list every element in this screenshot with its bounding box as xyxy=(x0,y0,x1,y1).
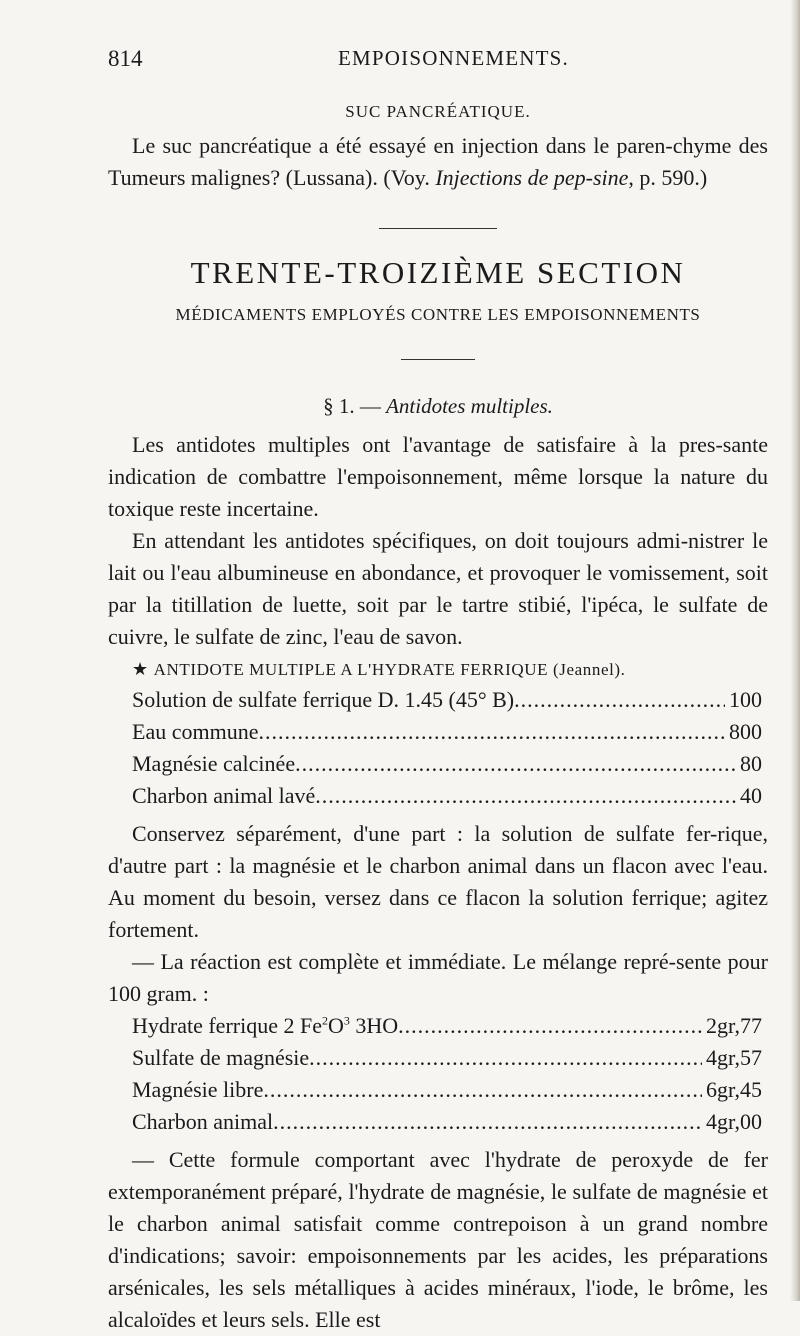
ingredient-row xyxy=(132,748,762,780)
composition-name: Magnésie libre xyxy=(132,1077,264,1102)
ingredient-quantity: 40 xyxy=(740,783,762,808)
formula-name: ANTIDOTE MULTIPLE A L'HYDRATE FERRIQUE xyxy=(153,660,549,679)
ingredient-list xyxy=(132,684,762,812)
section-subtitle: MÉDICAMENTS EMPLOYÉS CONTRE LES EMPOISONNEMENTS xyxy=(175,305,701,324)
running-title: EMPOISONNEMENTS. xyxy=(338,46,569,70)
conclusion-paragraph: — Cette formule comportant avec l'hydrate de peroxyde de fer extemporanément préparé, l'hydrate de magnésie, le sulfate de magnésie et le charbon animal satisfait comme contrepoison à un grand nombre d'indications; savoir: empoisonnements par les acides, les préparations arsénicales, les sels métalliques à acides minéraux, l'iode, le brôme, les alcaloïdes et leurs sels. Elle est xyxy=(108,1147,768,1332)
superscript: 3 xyxy=(343,1013,350,1028)
formula-author: (Jeannel). xyxy=(552,660,626,679)
leader-dots xyxy=(309,1042,702,1074)
leader-dots xyxy=(258,716,725,748)
ingredient-name: Charbon animal lavé xyxy=(132,783,316,808)
book-page xyxy=(108,46,768,1336)
suc-text-1: Le suc pancréatique a été essayé en injection dans le paren-chyme des Tumeurs malignes? (Lussana). (Voy. xyxy=(108,133,768,190)
ingredient-row xyxy=(132,780,762,812)
leader-dots xyxy=(295,748,736,780)
formula-title xyxy=(132,659,768,680)
paragraph-number: § 1. — xyxy=(323,394,387,418)
intro-paragraph: En attendant les antidotes spécifiques, on doit toujours admi-nistrer le lait ou l'eau albumineuse en abondance, et provoquer le vomissement, soit par la titillation de luette, soit par le tartre stibié, l'ipéca, le sulfate de cuivre, le sulfate de zinc, l'eau de savon. xyxy=(108,528,768,649)
formula-part: Hydrate ferrique 2 Fe xyxy=(132,1013,322,1038)
scan-edge-shadow xyxy=(790,0,800,1301)
leader-dots xyxy=(273,1106,702,1138)
ingredient-quantity: 800 xyxy=(729,719,762,744)
ingredient-name: Solution de sulfate ferrique D. 1.45 (45° B) xyxy=(132,687,515,712)
superscript: 2 xyxy=(321,1013,328,1028)
ingredient-row xyxy=(132,716,762,748)
intro-paragraph: Les antidotes multiples ont l'avantage de satisfaire à la pres-sante indication de combattre l'empoisonnement, même lorsque la nature du toxique reste incertaine. xyxy=(108,432,768,521)
leader-dots xyxy=(514,684,725,716)
composition-row xyxy=(132,1106,762,1138)
paragraph-title: Antidotes multiples. xyxy=(386,394,553,418)
reaction-paragraph: — La réaction est complète et immédiate. Le mélange repré-sente pour 100 gram. : xyxy=(108,949,768,1006)
formula-part: 3HO xyxy=(349,1013,399,1038)
composition-row xyxy=(132,1042,762,1074)
page-number: 814 xyxy=(108,46,143,71)
section-title: TRENTE-TROIZIÈME SECTION xyxy=(190,255,686,290)
composition-name xyxy=(132,1010,398,1042)
composition-name: Sulfate de magnésie xyxy=(132,1045,310,1070)
suc-text-2: , p. 590.) xyxy=(628,165,708,190)
composition-quantity: 2gr,77 xyxy=(706,1013,762,1038)
ingredient-quantity: 100 xyxy=(729,687,762,712)
composition-quantity: 6gr,45 xyxy=(706,1077,762,1102)
paragraph-heading xyxy=(108,394,768,419)
suc-cross-reference: Injections de pep-sine xyxy=(435,165,629,190)
divider-rule-short xyxy=(401,359,475,360)
composition-quantity: 4gr,57 xyxy=(706,1045,762,1070)
divider-rule xyxy=(379,228,497,229)
formula-part: O xyxy=(327,1013,344,1038)
composition-name: Charbon animal xyxy=(132,1109,274,1134)
leader-dots xyxy=(315,780,736,812)
suc-paragraph xyxy=(108,130,768,194)
leader-dots xyxy=(398,1010,702,1042)
leader-dots xyxy=(263,1074,702,1106)
composition-row xyxy=(132,1074,762,1106)
ingredient-quantity: 80 xyxy=(740,751,762,776)
composition-list xyxy=(132,1010,762,1138)
ingredient-name: Eau commune xyxy=(132,719,259,744)
suc-pancreatique-heading: SUC PANCRÉATIQUE. xyxy=(345,102,531,121)
ingredient-row xyxy=(132,684,762,716)
composition-row xyxy=(132,1010,762,1042)
ingredient-name: Magnésie calcinée xyxy=(132,751,296,776)
instructions-paragraph: Conservez séparément, d'une part : la solution de sulfate fer-rique, d'autre part : la magnésie et le charbon animal dans un flacon avec l'eau. Au moment du besoin, versez dans ce flacon la solution ferrique; agitez fortement. xyxy=(108,821,768,942)
running-header xyxy=(108,46,768,76)
star-icon: ★ xyxy=(132,659,149,679)
composition-quantity: 4gr,00 xyxy=(706,1109,762,1134)
